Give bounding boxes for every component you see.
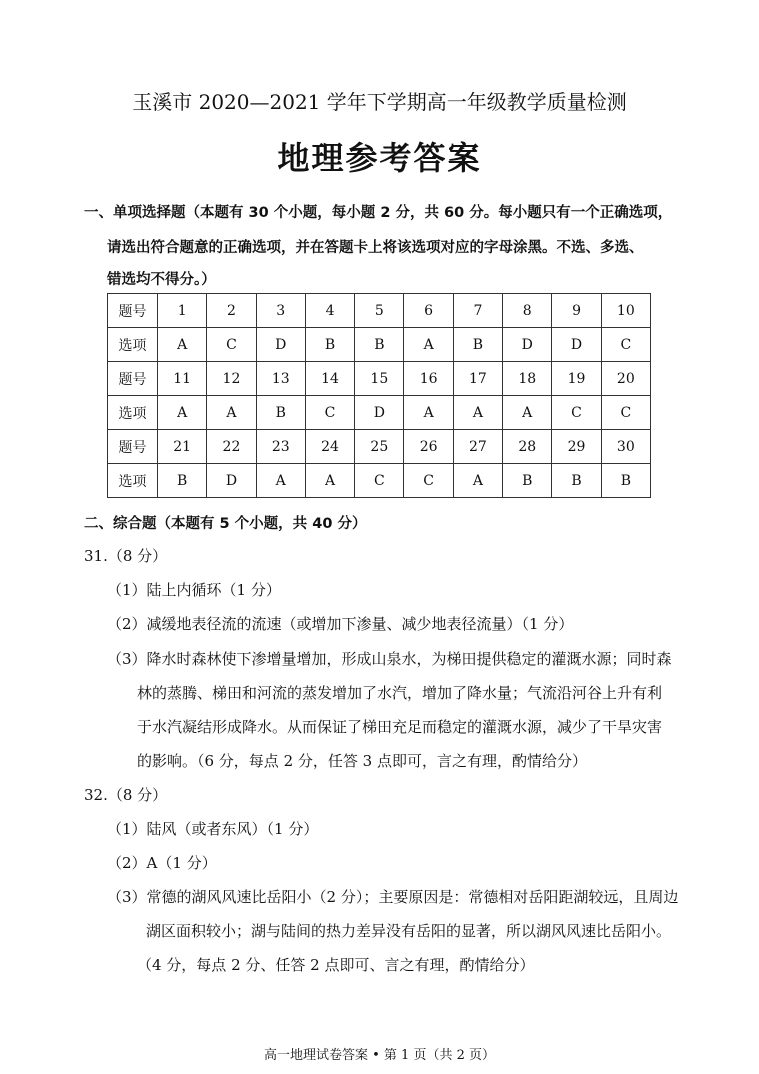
answer-cell: 8	[503, 294, 552, 328]
q32-title: 32.（8 分）	[84, 786, 168, 804]
row-label: 选项	[108, 396, 158, 430]
answer-cell: A	[158, 328, 207, 362]
answer-cell: 29	[552, 430, 601, 464]
answer-cell: A	[404, 396, 453, 430]
answer-cell: 25	[355, 430, 404, 464]
answer-cell: B	[305, 328, 354, 362]
answer-cell: D	[503, 328, 552, 362]
q31-answer-3-line4: 的影响。（6 分，每点 2 分，任答 3 点即可，言之有理，酌情给分）	[137, 752, 587, 770]
answer-table-row	[108, 294, 651, 328]
answer-cell: 6	[404, 294, 453, 328]
answer-cell: 15	[355, 362, 404, 396]
subject-title: 地理参考答案	[277, 139, 482, 177]
answer-table-row	[108, 430, 651, 464]
row-label: 题号	[108, 294, 158, 328]
answer-cell: 21	[158, 430, 207, 464]
answer-table-row	[108, 396, 651, 430]
answer-cell: D	[256, 328, 305, 362]
answer-cell: 26	[404, 430, 453, 464]
row-label: 题号	[108, 362, 158, 396]
q32-answer-3-line3: （4 分，每点 2 分、任答 2 点即可、言之有理，酌情给分）	[137, 956, 535, 974]
answer-cell: A	[404, 328, 453, 362]
answer-cell: A	[453, 464, 502, 498]
answer-cell: D	[355, 396, 404, 430]
q32-answer-3-line2: 湖区面积较小；湖与陆间的热力差异没有岳阳的显著，所以湖风风速比岳阳小。	[146, 922, 672, 940]
answer-cell: 2	[207, 294, 256, 328]
answer-cell: 4	[305, 294, 354, 328]
answer-cell: 16	[404, 362, 453, 396]
answer-cell: 10	[601, 294, 650, 328]
answer-cell: B	[453, 328, 502, 362]
answer-cell: 18	[503, 362, 552, 396]
q32-answer-1: （1）陆风（或者东风）（1 分）	[107, 820, 319, 838]
section1-instructions-line2: 请选出符合题意的正确选项，并在答题卡上将该选项对应的字母涂黑。不选、多选、	[107, 240, 644, 256]
answer-cell: A	[158, 396, 207, 430]
q31-answer-2: （2）减缓地表径流的流速（或增加下渗量、减少地表径流量）（1 分）	[107, 615, 574, 633]
answer-cell: A	[503, 396, 552, 430]
answer-cell: 9	[552, 294, 601, 328]
answer-table-row	[108, 328, 651, 362]
answer-cell: B	[552, 464, 601, 498]
exam-title: 玉溪市 2020—2021 学年下学期高一年级教学质量检测	[132, 90, 627, 114]
answer-cell: 23	[256, 430, 305, 464]
answer-cell: B	[503, 464, 552, 498]
section1-instructions-line1: 一、单项选择题（本题有 30 个小题，每小题 2 分，共 60 分。每小题只有一个正确选项，	[84, 205, 673, 221]
section1-instructions-line3: 错选均不得分。）	[107, 272, 216, 288]
answer-cell: 7	[453, 294, 502, 328]
section2-heading: 二、综合题（本题有 5 个小题，共 40 分）	[84, 516, 367, 532]
answer-cell: 14	[305, 362, 354, 396]
answer-cell: 24	[305, 430, 354, 464]
answer-table-row	[108, 464, 651, 498]
answer-table	[107, 293, 651, 498]
q31-answer-3-line1: （3）降水时森林使下渗增量增加，形成山泉水，为梯田提供稳定的灌溉水源；同时森	[107, 650, 672, 668]
answer-cell: C	[601, 328, 650, 362]
answer-cell: C	[207, 328, 256, 362]
answer-cell: B	[601, 464, 650, 498]
answer-cell: 17	[453, 362, 502, 396]
q31-answer-3-line2: 林的蒸腾、梯田和河流的蒸发增加了水汽，增加了降水量；气流沿河谷上升有利	[137, 684, 663, 702]
answer-cell: A	[256, 464, 305, 498]
q31-answer-1: （1）陆上内循环（1 分）	[107, 581, 281, 599]
row-label: 题号	[108, 430, 158, 464]
q32-answer-2: （2）A（1 分）	[107, 854, 217, 872]
answer-cell: B	[256, 396, 305, 430]
answer-cell: A	[453, 396, 502, 430]
answer-cell: C	[552, 396, 601, 430]
answer-cell: 22	[207, 430, 256, 464]
q31-title: 31.（8 分）	[84, 547, 168, 565]
row-label: 选项	[108, 328, 158, 362]
q32-answer-3-line1: （3）常德的湖风风速比岳阳小（2 分）；主要原因是：常德相对岳阳距湖较远，且周边	[107, 888, 679, 906]
answer-cell: 30	[601, 430, 650, 464]
q31-answer-3-line3: 于水汽凝结形成降水。从而保证了梯田充足而稳定的灌溉水源，减少了干旱灾害	[137, 718, 663, 736]
answer-cell: C	[404, 464, 453, 498]
answer-cell: 3	[256, 294, 305, 328]
answer-cell: 28	[503, 430, 552, 464]
answer-cell: 13	[256, 362, 305, 396]
answer-cell: D	[207, 464, 256, 498]
answer-cell: 11	[158, 362, 207, 396]
answer-cell: C	[355, 464, 404, 498]
answer-cell: 12	[207, 362, 256, 396]
answer-cell: B	[355, 328, 404, 362]
answer-cell: 1	[158, 294, 207, 328]
answer-cell: 27	[453, 430, 502, 464]
answer-cell: A	[207, 396, 256, 430]
page-footer: 高一地理试卷答案 • 第 1 页（共 2 页）	[263, 1048, 495, 1063]
answer-cell: C	[305, 396, 354, 430]
answer-cell: A	[305, 464, 354, 498]
answer-cell: D	[552, 328, 601, 362]
answer-cell: 20	[601, 362, 650, 396]
answer-cell: B	[158, 464, 207, 498]
answer-table-row	[108, 362, 651, 396]
answer-cell: 5	[355, 294, 404, 328]
answer-cell: C	[601, 396, 650, 430]
answer-cell: 19	[552, 362, 601, 396]
row-label: 选项	[108, 464, 158, 498]
